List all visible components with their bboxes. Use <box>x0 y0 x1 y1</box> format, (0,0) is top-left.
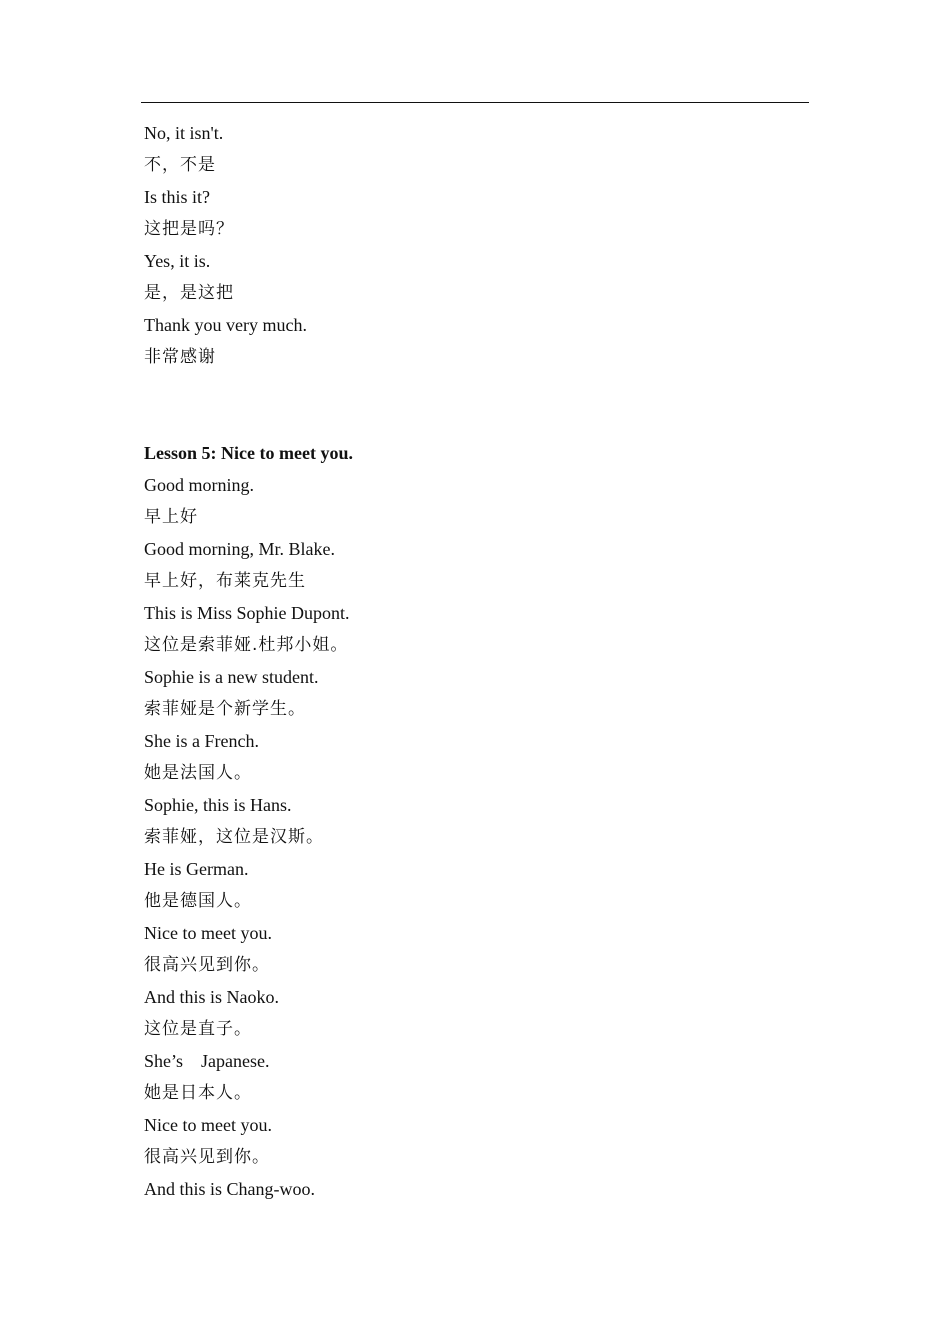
dialogue-line-cn: 很高兴见到你。 <box>144 1147 270 1167</box>
dialogue-line-cn: 早上好，布莱克先生 <box>144 571 306 591</box>
dialogue-line-en: Is this it? <box>144 187 210 207</box>
lesson-title: Lesson 5: Nice to meet you. <box>144 443 353 463</box>
dialogue-line-cn: 早上好 <box>144 507 198 527</box>
dialogue-line-en: Yes, it is. <box>144 251 211 271</box>
dialogue-continuation <box>144 120 804 376</box>
dialogue-line-en: He is German. <box>144 859 249 879</box>
dialogue-line-cn: 索菲娅，这位是汉斯。 <box>144 827 324 847</box>
dialogue-line-en: She’s Japanese. <box>144 1051 270 1071</box>
dialogue-line-cn: 这位是直子。 <box>144 1019 252 1039</box>
dialogue-line-cn: 很高兴见到你。 <box>144 955 270 975</box>
dialogue-line-en: Sophie is a new student. <box>144 667 319 687</box>
dialogue-line-cn: 非常感谢 <box>144 347 216 367</box>
dialogue-line-cn: 她是法国人。 <box>144 763 252 783</box>
dialogue-line-en: Thank you very much. <box>144 315 307 335</box>
dialogue-line-cn: 她是日本人。 <box>144 1083 252 1103</box>
dialogue-line-en: She is a French. <box>144 731 259 751</box>
dialogue-line-en: Good morning. <box>144 475 254 495</box>
section-spacer <box>144 376 804 440</box>
dialogue-line-cn: 是，是这把 <box>144 283 234 303</box>
dialogue-line-en: And this is Chang-woo. <box>144 1179 315 1199</box>
dialogue-line-cn: 这把是吗？ <box>144 219 234 239</box>
lesson-5-section <box>144 440 804 1208</box>
dialogue-line-cn: 不，不是 <box>144 155 216 175</box>
dialogue-line-cn: 这位是索菲娅.杜邦小姐。 <box>144 635 349 655</box>
dialogue-line-en: Good morning, Mr. Blake. <box>144 539 335 559</box>
header-rule <box>141 102 809 103</box>
dialogue-line-cn: 他是德国人。 <box>144 891 252 911</box>
dialogue-line-cn: 索菲娅是个新学生。 <box>144 699 306 719</box>
dialogue-line-en: Sophie, this is Hans. <box>144 795 292 815</box>
dialogue-line-en: And this is Naoko. <box>144 987 279 1007</box>
dialogue-line-en: This is Miss Sophie Dupont. <box>144 603 350 623</box>
dialogue-line-en: Nice to meet you. <box>144 923 272 943</box>
document-body <box>144 120 804 1208</box>
dialogue-line-en: No, it isn't. <box>144 123 224 143</box>
dialogue-line-en: Nice to meet you. <box>144 1115 272 1135</box>
